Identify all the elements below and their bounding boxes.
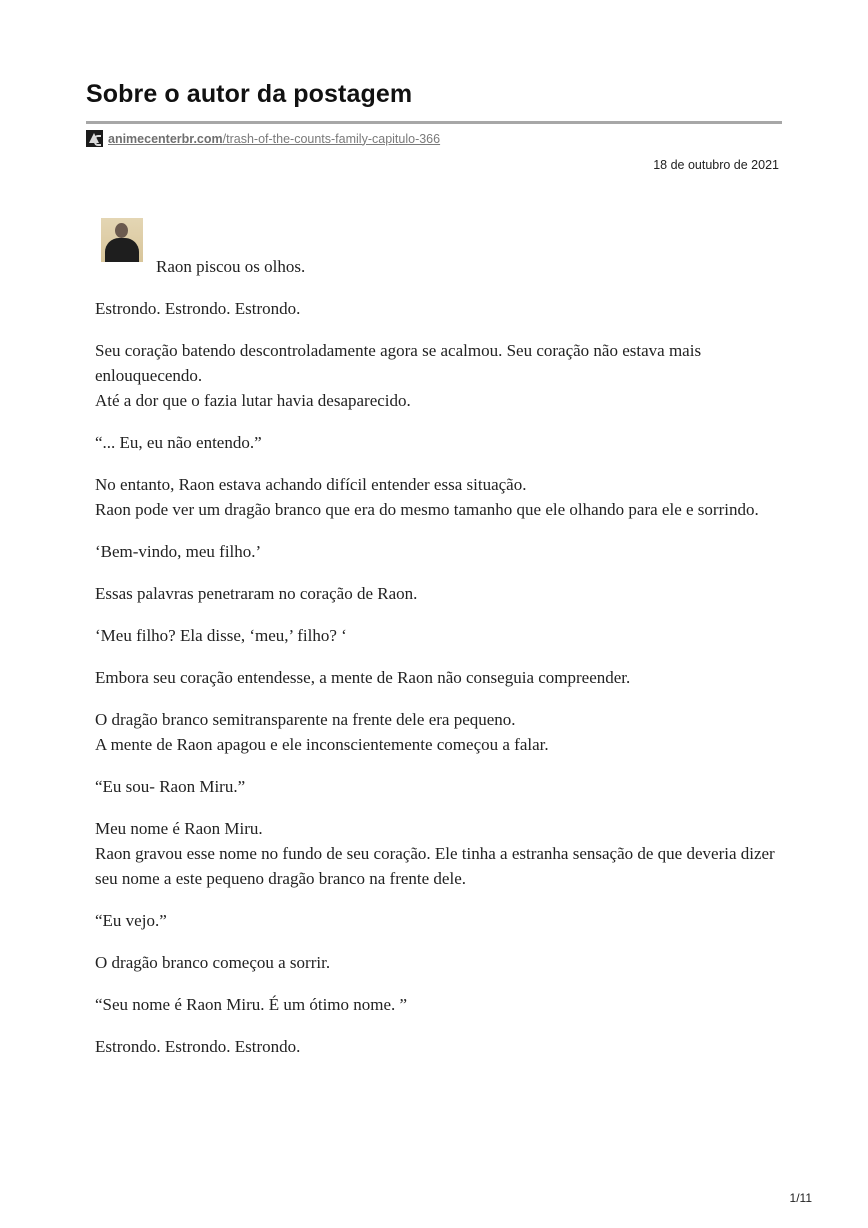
paragraph-line: “... Eu, eu não entendo.”: [95, 433, 262, 452]
paragraph-line: “Eu sou- Raon Miru.”: [95, 777, 246, 796]
paragraph-line: “Seu nome é Raon Miru. É um ótimo nome. ”: [95, 995, 408, 1014]
paragraph-line: Embora seu coração entendesse, a mente de Raon não conseguia compreender.: [95, 668, 631, 687]
source-path: /trash-of-the-counts-family-capitulo-366: [222, 131, 441, 146]
paragraph-line: A mente de Raon apagou e ele inconscientemente começou a falar.: [95, 735, 549, 754]
paragraph-line: O dragão branco começou a sorrir.: [95, 953, 331, 972]
source-domain: animecenterbr.com: [108, 131, 223, 146]
site-favicon-icon: [86, 130, 103, 147]
paragraph-line: ‘Bem-vindo, meu filho.’: [95, 542, 262, 561]
article-paragraph: [95, 296, 785, 321]
paragraph-line: No entanto, Raon estava achando difícil entender essa situação.: [95, 475, 527, 494]
article-paragraph: [95, 623, 785, 648]
article-paragraph: [95, 665, 785, 690]
article-paragraph: [95, 472, 785, 522]
paragraph-line: Estrondo. Estrondo. Estrondo.: [95, 299, 301, 318]
title-divider: [86, 121, 782, 124]
paragraph-line: “Eu vejo.”: [95, 911, 167, 930]
paragraph-line: Essas palavras penetraram no coração de Raon.: [95, 584, 418, 603]
source-link-row: [86, 130, 440, 147]
article-paragraph: [95, 1034, 785, 1059]
article-paragraph: [95, 707, 785, 757]
paragraph-line: Até a dor que o fazia lutar havia desaparecido.: [95, 391, 411, 410]
paragraph-line: Raon gravou esse nome no fundo de seu coração. Ele tinha a estranha sensação de que deveria dizer seu nome a este pequeno dragão branco na frente dele.: [95, 844, 775, 888]
paragraph-line: O dragão branco semitransparente na frente dele era pequeno.: [95, 710, 516, 729]
article-paragraph: [95, 908, 785, 933]
article-paragraph: [95, 950, 785, 975]
paragraph-line: Raon piscou os olhos.: [156, 257, 306, 276]
article-paragraph: [95, 774, 785, 799]
paragraph-line: Seu coração batendo descontroladamente agora se acalmou. Seu coração não estava mais enlouquecendo.: [95, 341, 702, 385]
paragraph-line: ‘Meu filho? Ela disse, ‘meu,’ filho? ‘: [95, 626, 347, 645]
article-paragraph: [95, 254, 785, 279]
article-paragraph: [95, 430, 785, 455]
paragraph-line: Raon pode ver um dragão branco que era do mesmo tamanho que ele olhando para ele e sorrindo.: [95, 500, 759, 519]
article-paragraph: [95, 581, 785, 606]
paragraph-line: Estrondo. Estrondo. Estrondo.: [95, 1037, 301, 1056]
page-number: 1/11: [789, 1191, 812, 1205]
article-paragraph: [95, 816, 785, 891]
source-link[interactable]: [108, 132, 440, 146]
article-paragraph: [95, 539, 785, 564]
article-paragraph: [95, 338, 785, 413]
avatar-head-shape: [115, 223, 128, 238]
article-body: [95, 254, 785, 1076]
article-paragraph: [95, 992, 785, 1017]
paragraph-line: Meu nome é Raon Miru.: [95, 819, 263, 838]
post-date: 18 de outubro de 2021: [653, 158, 779, 172]
page-title: Sobre o autor da postagem: [86, 80, 413, 108]
